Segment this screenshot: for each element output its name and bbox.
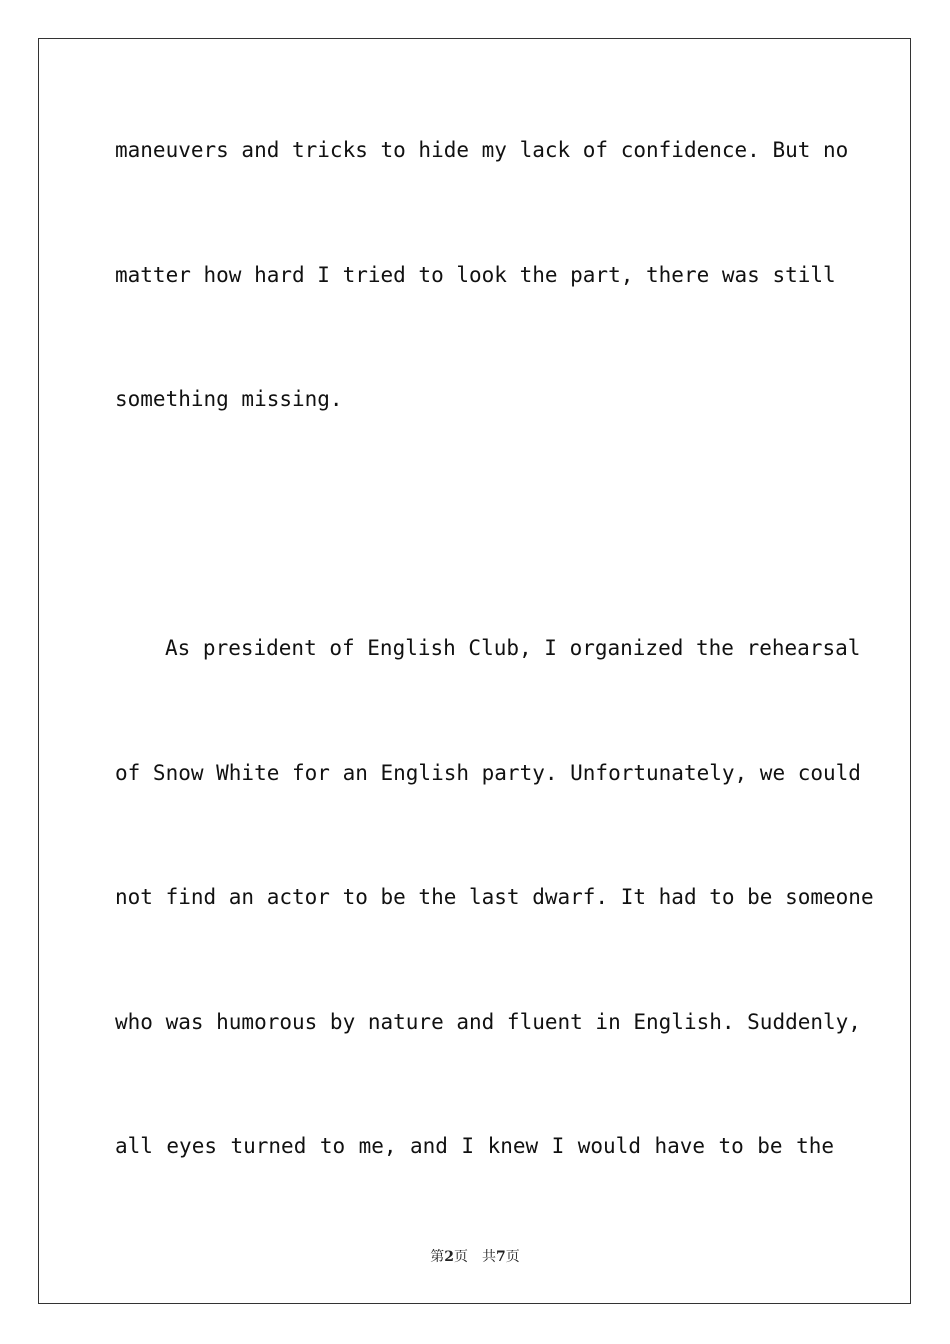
total-pages: 7 bbox=[496, 1249, 506, 1265]
paragraph-line: matter how hard I tried to look the part, there was still bbox=[115, 263, 836, 287]
page-suffix: 页 bbox=[454, 1249, 468, 1265]
paragraph-line: all eyes turned to me, and I knew I would have to be the bbox=[115, 1134, 834, 1158]
total-suffix: 页 bbox=[505, 1249, 520, 1265]
paragraph-line: not find an actor to be the last dwarf. It had to be someone bbox=[115, 885, 874, 909]
paragraph-line: As president of English Club, I organized the rehearsal bbox=[165, 636, 861, 660]
page-footer bbox=[0, 1246, 950, 1266]
page-border bbox=[38, 38, 911, 1304]
total-prefix: 共 bbox=[482, 1249, 496, 1265]
paragraph-line: maneuvers and tricks to hide my lack of confidence. But no bbox=[115, 138, 849, 162]
paragraph-line: of Snow White for an English party. Unfortunately, we could bbox=[115, 761, 861, 785]
page-number: 2 bbox=[444, 1249, 454, 1265]
paragraph-line: who was humorous by nature and fluent in English. Suddenly, bbox=[115, 1010, 861, 1034]
paragraph-line: something missing. bbox=[115, 387, 343, 411]
page-prefix: 第 bbox=[430, 1249, 445, 1265]
